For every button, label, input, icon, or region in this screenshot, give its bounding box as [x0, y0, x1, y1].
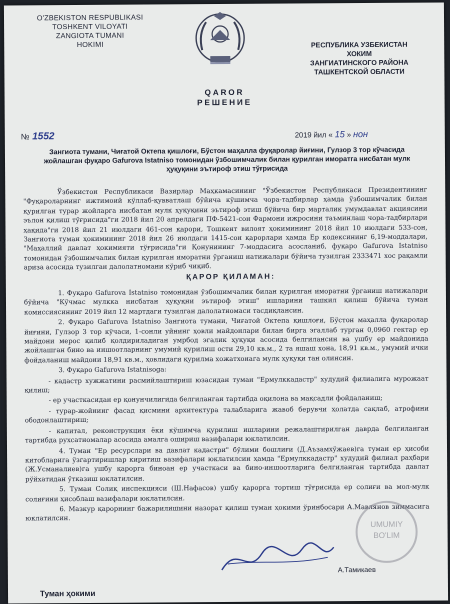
list-item: 6. Мазкур қарорнинг бажарилишини назорат қилиш туман ҳокими ўринбосари А.Мавлянов зиммасига юклатилсин.: [25, 502, 430, 523]
official-stamp: [355, 501, 417, 563]
qk-heading: ҚАРОР ҚИЛАМАН:: [186, 271, 276, 282]
stamp-line: BO'LIM: [373, 530, 400, 540]
header-left-line: ZANGIOTA TUMANI: [55, 30, 125, 41]
list-item: - турар-жойнинг фасад қисмини архитектура талабларига жавоб берувчи ҳолатда сақлаб, атрофини ободонлаштириш;: [24, 404, 429, 425]
signature-name: А.Тамикаев: [337, 566, 376, 575]
header-right-line: ЗАНГИАТИНСКОГО РАЙОНА: [310, 59, 409, 68]
number-label: №: [20, 132, 30, 142]
header-left-line: TOSHKENT VILOYATI: [52, 21, 128, 32]
day-close: »: [346, 130, 352, 140]
day-value: 15: [334, 129, 345, 140]
decision-heading: [155, 88, 295, 109]
decision-number: [21, 131, 55, 142]
list-item: 4. Туман "Ер ресурслари ва давлат кадастри" бўлими бошлиғи (Д.Аъзамхўжаев)га туман ер ҳисоби китобларига ўзгартиришлар киритиш вазифалари юклатилсин ҳамда "Ермулккадастр" худудий филиал раҳбари (Ж.Усманалиев)га ушбу қарорга биноан ер участкаси ва бино-иншоотларига белгиланган тартибда давлат рўйхатидан ўтказиш юклатилсин.: [25, 444, 430, 484]
list-item: 5. Туман Солиқ инспекцияси (Ш.Нафасов) ушбу қарорга тортиш тўғрисида ер солиғи ва мол-мулк солиғини ҳисоблаш вазифалари юклатилсин.: [25, 482, 430, 503]
list-item: - ер участкасидан ер қонунчилигида белгиланган тартибда оқилона ва мақсадли фойдаланиш;: [48, 394, 383, 405]
header-right: [279, 41, 439, 78]
list-item: 2. Фуқаро Gafurova Istatnisо Зангиота тумани, Чиғатой Октепа қишлоғи, Бўстон маҳалла фуқаролар йиғини, Гулзор 3 тор кўчаси, 1-сонли уйнинг ҳовли майдонлари билан бирга эгаллаб турган 0,0960 гектар ер майдони мерос қилиб қолдириладиган умрбод эгалик ҳуқуқи асосида белгилансин ва ушбу ер майдонида жойлашган бино ва иншоотларнинг умумий қурилиш ости 29,10 кв.м., 2 та яшаш хона, 18,91 кв.м., умумий ички фойдаланиш майдони 18,91 кв.м., ҳовлидаги қурилма хожатхонага мулк ҳуқуқи тан олинсин.: [24, 315, 429, 365]
month-value: нон: [353, 129, 369, 140]
decision-title: Зангиота тумани, Чиғатой Октепа қишлоғи, Бўстон маҳалла фуқаролар йиғини, Гулзор 3 тор кўчасида жойлашган фуқаро Gafurova Istatnisо томонидан ўзбошимчалик билан қурилган иморатга нисбатан мулк ҳуқуқини эътироф этиш тўғрисида: [43, 146, 411, 174]
qaror-label: QAROR: [204, 87, 245, 98]
preamble-paragraph: Ўзбекистон Республикаси Вазирлар Маҳкамасининг "Ўзбекистон Республикаси Президентининг "Фуқароларнинг ижтимоий кўллаб-қувватлаш бўйича кўшимча чора-тадбирлар ҳамда ўзбошимчалик билан қурилган турар жойларга нисбатан мулк ҳуқуқини эътироф этиш бўйича бир марталик умумдавлат акциясини эълон қилиш тўғрисида"ги 2018 йил 20 апрелдаги ПФ-5421-сон Фармони ижросини таъминлаш чора-тадбирлари ҳақида"ги 2018 йил 21 июлдаги 461-сон қарори, Тошкент вилоят ҳокимининг 2018 йил 10 июлдаги 533-сон, Зангиота туман ҳокимининг 2018 йил 26 июлдаги 1415-сон қарорлари ҳамда Ер кодексининг 6,19-моддалари, "Маҳаллий давлат ҳокимияти тўғрисида"ги Қонунининг 7-моддасига асосланиб, фуқаро Gafurova Istatnisо томонидан ўзбошимчалик билан қурилган иморатни ўрганиш натижалари бўйича тузилган 2333471 хос рақамли аризa асосида тузилган далолатномани кўриб чиқиб.: [23, 185, 428, 272]
number-value: 1552: [32, 131, 55, 143]
header-left-line: O'ZBEKISTON RESPUBLIKASI: [36, 12, 144, 23]
items-list: [24, 287, 430, 526]
signatory-title: Туман ҳокими: [39, 588, 96, 599]
document-page: [4, 2, 448, 603]
header-right-line: ХОКИМ: [346, 50, 372, 59]
header-right-line: РЕСПУБЛИКА УЗБЕКИСТАН: [310, 41, 408, 50]
list-item: 3. Фуқаро Gafurova Istatnisоga:: [58, 365, 167, 375]
list-item: - капитал, реконструкция ёки кўшимча қурилиш ишларини режалаштирилган даврда белгиланган тартибда рухсатномалар асосида амалга ошириш вазифалари юклатилсин.: [24, 424, 429, 445]
list-item: - кадастр хужжатини расмийлаштириш юзасидан туман "Ермулккадастр" худудий филиалига мурожаат қилиш;: [24, 374, 429, 395]
handwritten-signature: [218, 539, 338, 580]
decision-date: [295, 129, 368, 140]
header-right-line: ТАШКЕНТСКОЙ ОБЛАСТИ: [314, 68, 405, 77]
stamp-line: UMUMIY: [370, 519, 403, 529]
state-emblem-icon: [192, 10, 248, 70]
header-left-line: HOKIMI: [76, 39, 104, 50]
year-label: 2019 йил «: [294, 130, 333, 140]
list-item: 1. Фуқаро Gafurova Istatnisо томонидан ўзбошимчалик билан қурилган иморатни ўрганиш натижалари бўйича "Кўчмас мулкка нисбатан ҳуқуқни эътироф этиш" ишларини ташкил қилиш бўйича туман комиссиясининг 2019 йил 12 мартдаги тузилган далолатномаси тасдиқлансин.: [23, 286, 429, 317]
reshenie-label: РЕШЕНИЕ: [197, 97, 253, 108]
header-left: [16, 12, 164, 49]
